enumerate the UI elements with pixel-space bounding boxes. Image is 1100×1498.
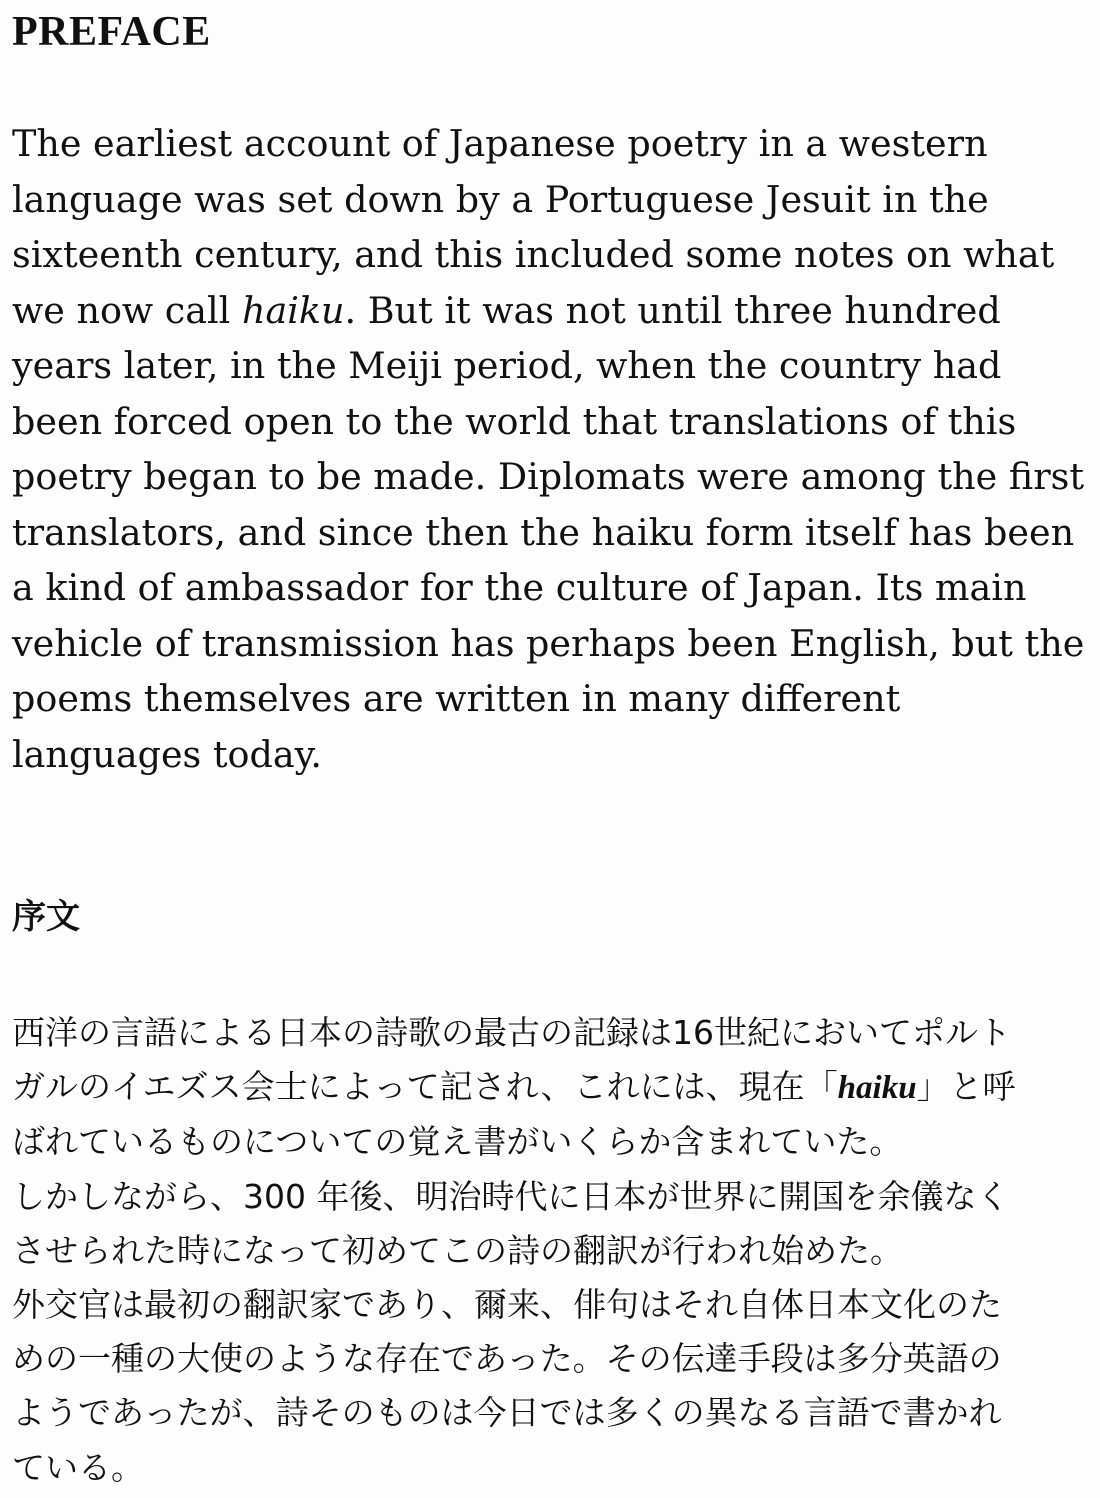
haiku-italic-term: haiku xyxy=(241,288,345,332)
japanese-line: 外交官は最初の翻訳家であり、爾来、俳句はそれ自体日本文化のた xyxy=(12,1285,1002,1325)
english-line: The earliest account of Japanese poetry in a western xyxy=(12,122,988,165)
japanese-line xyxy=(12,1060,1098,1115)
japanese-paragraph xyxy=(12,1006,1098,1495)
japanese-line: しかしながら、300 年後、明治時代に日本が世界に開国を余儀なく xyxy=(12,1176,1010,1216)
japanese-heading: 序文 xyxy=(12,897,80,937)
english-line: vehicle of transmission has perhaps been English, but the xyxy=(12,621,1085,665)
english-line xyxy=(12,283,1098,339)
english-paragraph xyxy=(12,116,1098,782)
japanese-line: ばれているものについての覚え書がいくらか含まれていた。 xyxy=(12,1122,903,1162)
japanese-line: めの一種の大使のような存在であった。その伝達手段は多分英語の xyxy=(12,1339,1002,1379)
english-heading: PREFACE xyxy=(12,9,211,55)
english-line: translators, and since then the haiku form itself has been xyxy=(12,510,1075,554)
haiku-italic-term: haiku xyxy=(837,1070,917,1107)
english-line: a kind of ambassador for the culture of Japan. Its main xyxy=(12,566,1027,609)
english-line: sixteenth century, and this included some notes on what xyxy=(12,233,1055,276)
japanese-line: ようであったが、詩そのものは今日では多くの異なる言語で書かれ xyxy=(12,1393,1002,1433)
english-line-prefix: we now call xyxy=(12,288,242,332)
english-line: language was set down by a Portuguese Jesuit in the xyxy=(12,177,989,221)
english-line: poems themselves are written in many different xyxy=(12,677,901,720)
japanese-line-prefix: ガルのイエズス会士によって記され、これには、現在「 xyxy=(12,1067,838,1107)
english-line: been forced open to the world that translations of this xyxy=(12,399,1017,443)
japanese-line: させられた時になって初めてこの詩の翻訳が行われ始めた。 xyxy=(12,1230,903,1270)
english-line: years later, in the Meiji period, when the country had xyxy=(12,344,1002,387)
japanese-line: 西洋の言語による日本の詩歌の最古の記録は16世紀においてポルト xyxy=(12,1013,1011,1052)
japanese-line-suffix: 」と呼 xyxy=(916,1067,1016,1107)
japanese-line: ている。 xyxy=(12,1447,144,1487)
english-line: languages today. xyxy=(12,732,323,776)
english-line: poetry began to be made. Diplomats were among the first xyxy=(12,455,1085,498)
english-line-suffix: . But it was not until three hundred xyxy=(344,288,1001,332)
